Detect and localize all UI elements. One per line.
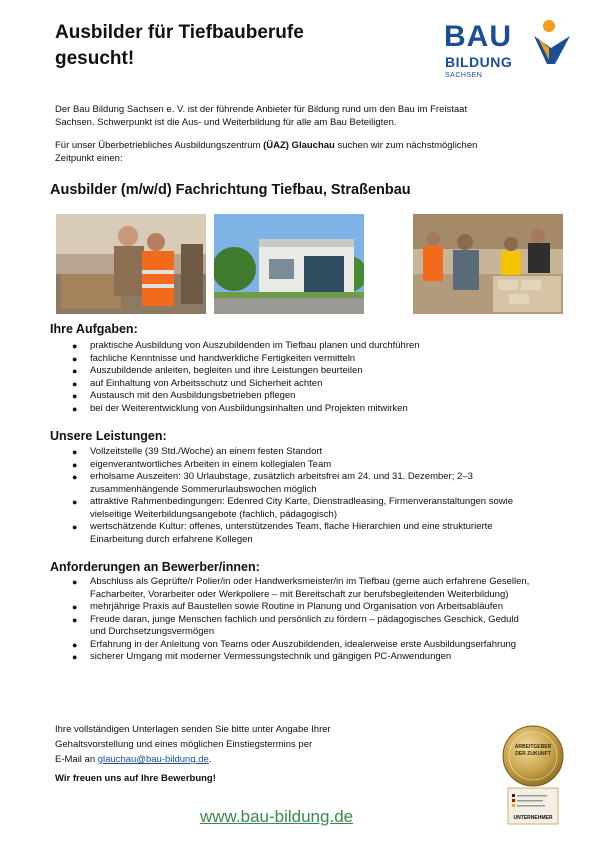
requirements-list <box>72 576 532 664</box>
list-item <box>72 340 532 353</box>
bullet-icon: ● <box>72 366 78 376</box>
list-item <box>72 446 532 459</box>
list-item <box>72 459 532 472</box>
tasks-list <box>72 340 532 415</box>
list-item <box>72 353 532 366</box>
photo-training-center-building <box>214 214 364 314</box>
list-item <box>72 471 532 496</box>
bullet-icon: ● <box>72 577 78 587</box>
badge-text-line-2: DER ZUKUNFT <box>515 751 551 757</box>
bullet-icon: ● <box>72 472 78 482</box>
list-item-text: bei der Weiterentwicklung von Ausbildungsinhalten und Projekten mitwirken <box>90 402 408 414</box>
list-item <box>72 365 532 378</box>
employer-award-badge <box>502 722 564 826</box>
list-item-text: mehrjährige Praxis auf Baustellen sowie Routine in Planung und Organisation von Arbeitsabläufen <box>90 601 503 612</box>
benefits-heading: Unsere Leistungen: <box>50 429 167 443</box>
list-item <box>72 576 532 601</box>
list-item-text: Abschluss als Geprüfte/r Polier/in oder Handwerksmeister/in im Tiefbau (gerne auch erfahrene Gesellen, Facharbeiter, Vorarbeiter oder Werkpoliere – mit Bereitschaft zur berufsbegleitenden Weiterbildung) <box>90 576 530 600</box>
tasks-heading: Ihre Aufgaben: <box>50 322 138 336</box>
list-item-text: auf Einhaltung von Arbeitsschutz und Sicherheit achten <box>90 377 323 389</box>
list-item <box>72 614 532 639</box>
bullet-icon: ● <box>72 459 78 470</box>
bullet-icon: ● <box>72 341 78 351</box>
bullet-icon: ● <box>72 497 78 507</box>
photo-trainees-working <box>413 214 563 314</box>
list-item-text: attraktive Rahmenbedingungen: Edenred City Karte, Dienstradleasing, Firmenveranstaltungen sowie vielseitige Weiterbildungsangebote (fachlich, pädagogisch) <box>90 496 513 520</box>
logo-text-bau: BAU <box>444 20 512 53</box>
email-link[interactable]: glauchau@bau-bildung.de <box>97 754 209 765</box>
list-item <box>72 403 532 416</box>
list-item <box>72 496 532 521</box>
requirements-heading: Anforderungen an Bewerber/innen: <box>50 560 260 574</box>
badge-text-line-1: ARBEITGEBER <box>514 744 552 750</box>
list-item-text: Erfahrung in der Anleitung von Teams oder Auszubildenden, idealerweise erste Ausbildungserfahrung <box>90 638 517 650</box>
bullet-icon: ● <box>72 602 78 612</box>
intro-location-paragraph <box>55 139 495 165</box>
title-line-1: Ausbilder für Tiefbauberufe <box>55 22 304 43</box>
list-item-text: wertschätzende Kultur: offenes, unterstützendes Team, flache Hierarchien und eine strukturierte Einarbeitung durch erfahrene Kollegen <box>90 521 493 545</box>
logo-text-sachsen: SACHSEN <box>445 72 483 79</box>
list-item-text: Austausch mit den Ausbildungsbetrieben pflegen <box>90 390 296 401</box>
list-item <box>72 521 532 546</box>
photo-instructors <box>56 214 206 314</box>
intro-location-after: suchen wir zum nächstmöglichen Zeitpunkt einen: <box>55 140 478 164</box>
intro-location-before: Für unser Überbetriebliches Ausbildungszentrum <box>55 140 264 151</box>
bullet-icon: ● <box>72 447 78 457</box>
list-item <box>72 378 532 391</box>
logo-text-bildung: BILDUNG <box>445 54 513 70</box>
bullet-icon: ● <box>72 378 78 389</box>
list-item <box>72 651 532 664</box>
benefits-list <box>72 446 532 546</box>
email-prefix: E-Mail an <box>55 754 98 765</box>
list-item-text: erholsame Auszeiten: 30 Urlaubstage, zusätzlich arbeitsfrei am 24. und 31. Dezember; 2–3 zusammenhängende Sommerurlaubswochen möglich <box>90 471 473 495</box>
list-item <box>72 639 532 652</box>
email-suffix: . <box>208 754 212 765</box>
bullet-icon: ● <box>72 614 78 625</box>
title-line-2: gesucht! <box>55 48 135 69</box>
list-item-text: Freude daran, junge Menschen fachlich und persönlich zu fördern – pädagogisches Geschick, Geduld und Durchsetzungsvermögen <box>90 613 519 637</box>
intro-paragraph: Der Bau Bildung Sachsen e. V. ist der führende Anbieter für Bildung rund um den Bau im Freistaat Sachsen. Schwerpunkt ist die Aus- und Weiterbildung für alle am Bau Beteiligten. <box>55 104 468 128</box>
page-title <box>55 20 385 72</box>
list-item <box>72 390 532 403</box>
list-item-text: praktische Ausbildung von Auszubildenden im Tiefbau planen und durchführen <box>90 340 420 351</box>
list-item-text: fachliche Kenntnisse und handwerkliche Fertigkeiten vermitteln <box>90 352 356 364</box>
intro-location-name: (ÜAZ) Glauchau <box>263 140 335 151</box>
application-instructions <box>55 722 395 767</box>
bullet-icon: ● <box>72 353 78 364</box>
list-item-text: sicherer Umgang mit moderner Vermessungstechnik und gängigen PC-Anwendungen <box>90 651 452 662</box>
closing-thanks: Wir freuen uns auf Ihre Bewerbung! <box>55 773 216 784</box>
website-link[interactable]: www.bau-bildung.de <box>200 807 354 826</box>
bau-bildung-logo[interactable] <box>444 18 574 90</box>
list-item-text: Auszubildende anleiten, begleiten und ihre Leistungen beurteilen <box>90 365 363 376</box>
bullet-icon: ● <box>72 639 78 650</box>
closing-line-1: Ihre vollständigen Unterlagen senden Sie bitte unter Angabe Ihrer <box>55 724 331 735</box>
logo-figure-icon <box>532 18 572 74</box>
list-item-text: Vollzeitstelle (39 Std./Woche) an einem festen Standort <box>90 446 323 457</box>
bullet-icon: ● <box>72 522 78 532</box>
bullet-icon: ● <box>72 652 78 662</box>
bullet-icon: ● <box>72 403 78 414</box>
list-item-text: eigenverantwortliches Arbeiten in einem kollegialen Team <box>90 458 332 470</box>
badge-footer: UNTERNEHMER <box>513 815 553 821</box>
list-item <box>72 601 532 614</box>
job-title: Ausbilder (m/w/d) Fachrichtung Tiefbau, Straßenbau <box>50 182 411 198</box>
closing-line-2: Gehaltsvorstellung und eines möglichen Einstiegstermins per <box>55 739 313 750</box>
bullet-icon: ● <box>72 391 78 401</box>
